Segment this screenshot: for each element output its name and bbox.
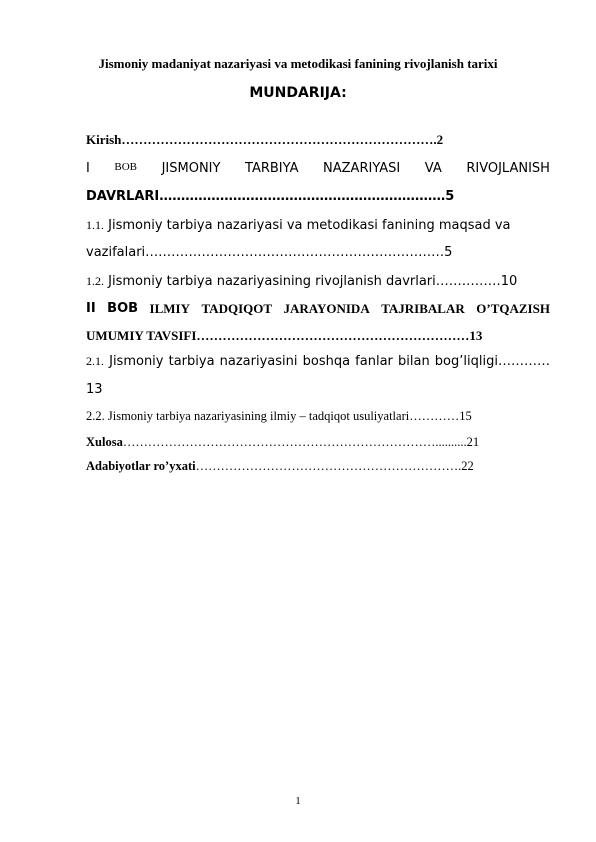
toc-section-1-1-line-1 [86,217,550,233]
toc-section-number: 1.1. [86,218,104,232]
toc-leader: ……………………………………………………….22 [195,459,474,473]
toc-word: boshqa [302,354,351,369]
toc-section-2-1-line-1 [86,354,550,369]
toc-entry-kirish [86,132,550,148]
toc-word: BOB [114,161,138,173]
toc-section-text: Jismoniy tarbiya nazariyasining rivojlanish davrlari……………10 [104,274,518,289]
toc-word: RIVOJLANISH [466,161,550,176]
toc-word: BOB [107,301,139,316]
toc-word: II [86,301,96,316]
toc-entry-label: Kirish [86,132,122,147]
toc-word: NAZARIYASI [323,161,401,176]
toc-entry-label: Xulosa [86,435,123,449]
toc-section-text: Jismoniy tarbiya nazariyasi va metodikasi fanining maqsad va [104,218,511,233]
toc-word: bog’liqligi………… [434,354,550,369]
toc-section-1-2 [86,273,550,289]
toc-word: O’TQAZISH [476,301,550,316]
toc-leader: ……………………………………………………………… [121,132,434,147]
toc-word: tarbiya [168,354,215,369]
toc-word: nazariyasini [219,354,298,369]
toc-section-2-1-line-2: 13 [86,382,103,397]
toc-word: I [86,161,90,176]
contents-heading: MUNDARIJA: [249,85,347,101]
page-number: 1 [295,795,301,807]
toc-word: ILMIY [149,301,190,316]
toc-word: TARBIYA [245,161,299,176]
document-title: Jismoniy madaniyat nazariyasi va metodikasi fanining rivojlanish tarixi [98,56,498,71]
toc-chapter-2-line-2: UMUMIY TAVSIFI………………………………………………………13 [86,328,483,343]
toc-word: TADQIQOT [201,301,273,316]
toc-word: TAJRIBALAR [381,301,465,316]
toc-section-number: 1.2. [86,274,104,288]
toc-entry-xulosa [86,435,550,450]
toc-word: JARAYONIDA [283,301,370,316]
toc-word: Jismoniy [109,354,164,369]
toc-chapter-2-line-1 [86,301,550,317]
toc-section-2-2: 2.2. Jismoniy tarbiya nazariyasining ilmiy – tadqiqot usuliyatlari…………15 [86,409,472,423]
toc-word: JISMONIY [161,161,221,176]
toc-word: bilan [398,354,430,369]
toc-page-number: .2 [433,132,444,147]
toc-entry-adabiyotlar [86,459,550,474]
toc-section-number: 2.1. [86,354,104,368]
toc-leader: …………………………………………………………………..........21 [122,435,480,449]
toc-section-1-1-line-2: vazifalari……………………………………………………………5 [86,245,453,260]
toc-chapter-1-line-2: DAVRLARI…………………………………………………………5 [86,189,455,204]
toc-word: fanlar [355,354,393,369]
toc-entry-label: Adabiyotlar ro’yxati [86,459,196,473]
toc-chapter-1-line-1 [86,161,550,176]
toc-word: VA [424,161,442,176]
